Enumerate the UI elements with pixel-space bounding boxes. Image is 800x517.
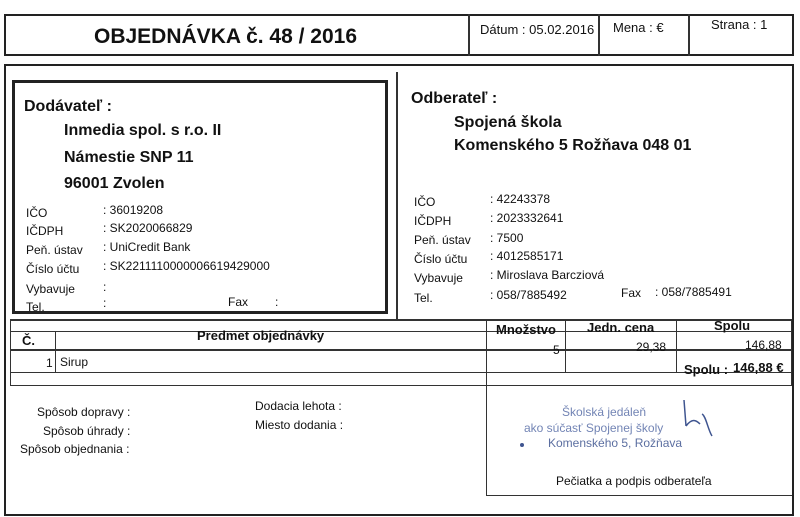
row-unit-price: 29,38: [636, 340, 667, 354]
payment-method-label: Spôsob úhrady :: [43, 424, 131, 438]
supplier-field-value: : UniCredit Bank: [103, 240, 191, 254]
customer-name: Spojená škola: [454, 114, 562, 131]
sum-value: 146,88 €: [733, 360, 784, 375]
header-divider: [468, 14, 470, 56]
col-header-quantity: Množstvo: [496, 322, 556, 337]
table-col-line: [55, 331, 56, 372]
shipping-method-label: Spôsob dopravy :: [37, 405, 131, 419]
delivery-time-label: Dodacia lehota :: [255, 399, 342, 413]
customer-field-label: IČO: [414, 195, 436, 209]
order-method-label: Spôsob objednania :: [20, 442, 130, 456]
customer-field-value: : 058/7885492: [490, 288, 567, 302]
row-quantity: 5: [553, 343, 560, 357]
table-header-bottom: [10, 349, 792, 351]
col-header-total: Spolu: [714, 318, 751, 333]
supplier-field-label: IČDPH: [26, 224, 64, 238]
supplier-field-value: :: [103, 280, 107, 294]
page-number: Strana : 1: [711, 17, 768, 32]
supplier-street: Námestie SNP 11: [64, 149, 194, 166]
table-col-line: [486, 319, 487, 385]
supplier-name: Inmedia spol. s r.o. II: [64, 122, 222, 139]
supplier-field-value: : 36019208: [103, 203, 164, 217]
signature-mark-icon: [672, 396, 742, 446]
col-header-item: Predmet objednávky: [197, 328, 325, 343]
document-title: OBJEDNÁVKA č. 48 / 2016: [94, 25, 358, 48]
customer-fax-value: : 058/7885491: [655, 285, 732, 299]
stamp-line: Školská jedáleň: [562, 405, 647, 419]
customer-field-value: : 2023332641: [490, 211, 564, 225]
party-divider: [396, 72, 398, 320]
table-header-border: [10, 331, 792, 332]
col-header-unit-price: Jedn. cena: [587, 320, 655, 335]
row-total: 146,88: [745, 338, 782, 352]
table-sum-bottom: [10, 385, 792, 386]
table-row-bottom: [10, 372, 792, 373]
customer-fax-label: Fax: [621, 286, 642, 300]
currency: Mena : €: [613, 20, 664, 35]
supplier-fax-value: :: [275, 295, 279, 309]
customer-field-label: Vybavuje: [414, 271, 463, 285]
sum-label: Spolu :: [684, 362, 729, 377]
signature-box-bottom: [486, 495, 792, 496]
supplier-city: 96001 Zvolen: [64, 175, 165, 192]
row-item: Sirup: [60, 355, 89, 369]
signature-caption: Pečiatka a podpis odberateľa: [556, 474, 712, 488]
customer-field-label: Číslo účtu: [414, 252, 468, 266]
order-date: Dátum : 05.02.2016: [480, 22, 595, 37]
table-col-line: [565, 319, 566, 372]
supplier-field-value: : SK2020066829: [103, 221, 193, 235]
table-top-border: [10, 319, 792, 321]
col-header-number: Č.: [22, 333, 35, 348]
table-col-line: [676, 319, 677, 372]
customer-field-label: Peň. ústav: [414, 233, 471, 247]
table-col-line: [10, 319, 11, 385]
customer-field-value: : 7500: [490, 231, 524, 245]
stamp-line: ako súčasť Spojenej školy: [524, 421, 664, 435]
customer-field-label: Tel.: [414, 291, 433, 305]
customer-field-value: : 4012585171: [490, 249, 564, 263]
supplier-field-label: Číslo účtu: [26, 262, 80, 276]
supplier-field-label: Tel.: [26, 300, 45, 314]
stamp-line: Komenského 5, Rožňava: [548, 436, 683, 450]
table-col-line: [791, 319, 792, 385]
supplier-field-label: Peň. ústav: [26, 243, 83, 257]
delivery-place-label: Miesto dodania :: [255, 418, 344, 432]
supplier-field-label: IČO: [26, 206, 48, 220]
supplier-heading: Dodávateľ :: [24, 98, 112, 115]
stamp-dot-icon: [520, 443, 524, 447]
customer-field-value: : Miroslava Barcziová: [490, 268, 605, 282]
customer-address: Komenského 5 Rožňava 048 01: [454, 137, 692, 154]
supplier-fax-label: Fax: [228, 295, 249, 309]
customer-field-value: : 42243378: [490, 192, 551, 206]
supplier-field-value: : SK2211110000006619429000: [103, 259, 270, 273]
customer-heading: Odberateľ :: [411, 90, 498, 107]
signature-box-divider: [486, 385, 487, 496]
header-divider: [688, 14, 690, 56]
header-divider: [598, 14, 600, 56]
supplier-field-label: Vybavuje: [26, 282, 75, 296]
supplier-field-value: :: [103, 296, 107, 310]
row-number: 1: [46, 356, 53, 370]
customer-field-label: IČDPH: [414, 214, 452, 228]
